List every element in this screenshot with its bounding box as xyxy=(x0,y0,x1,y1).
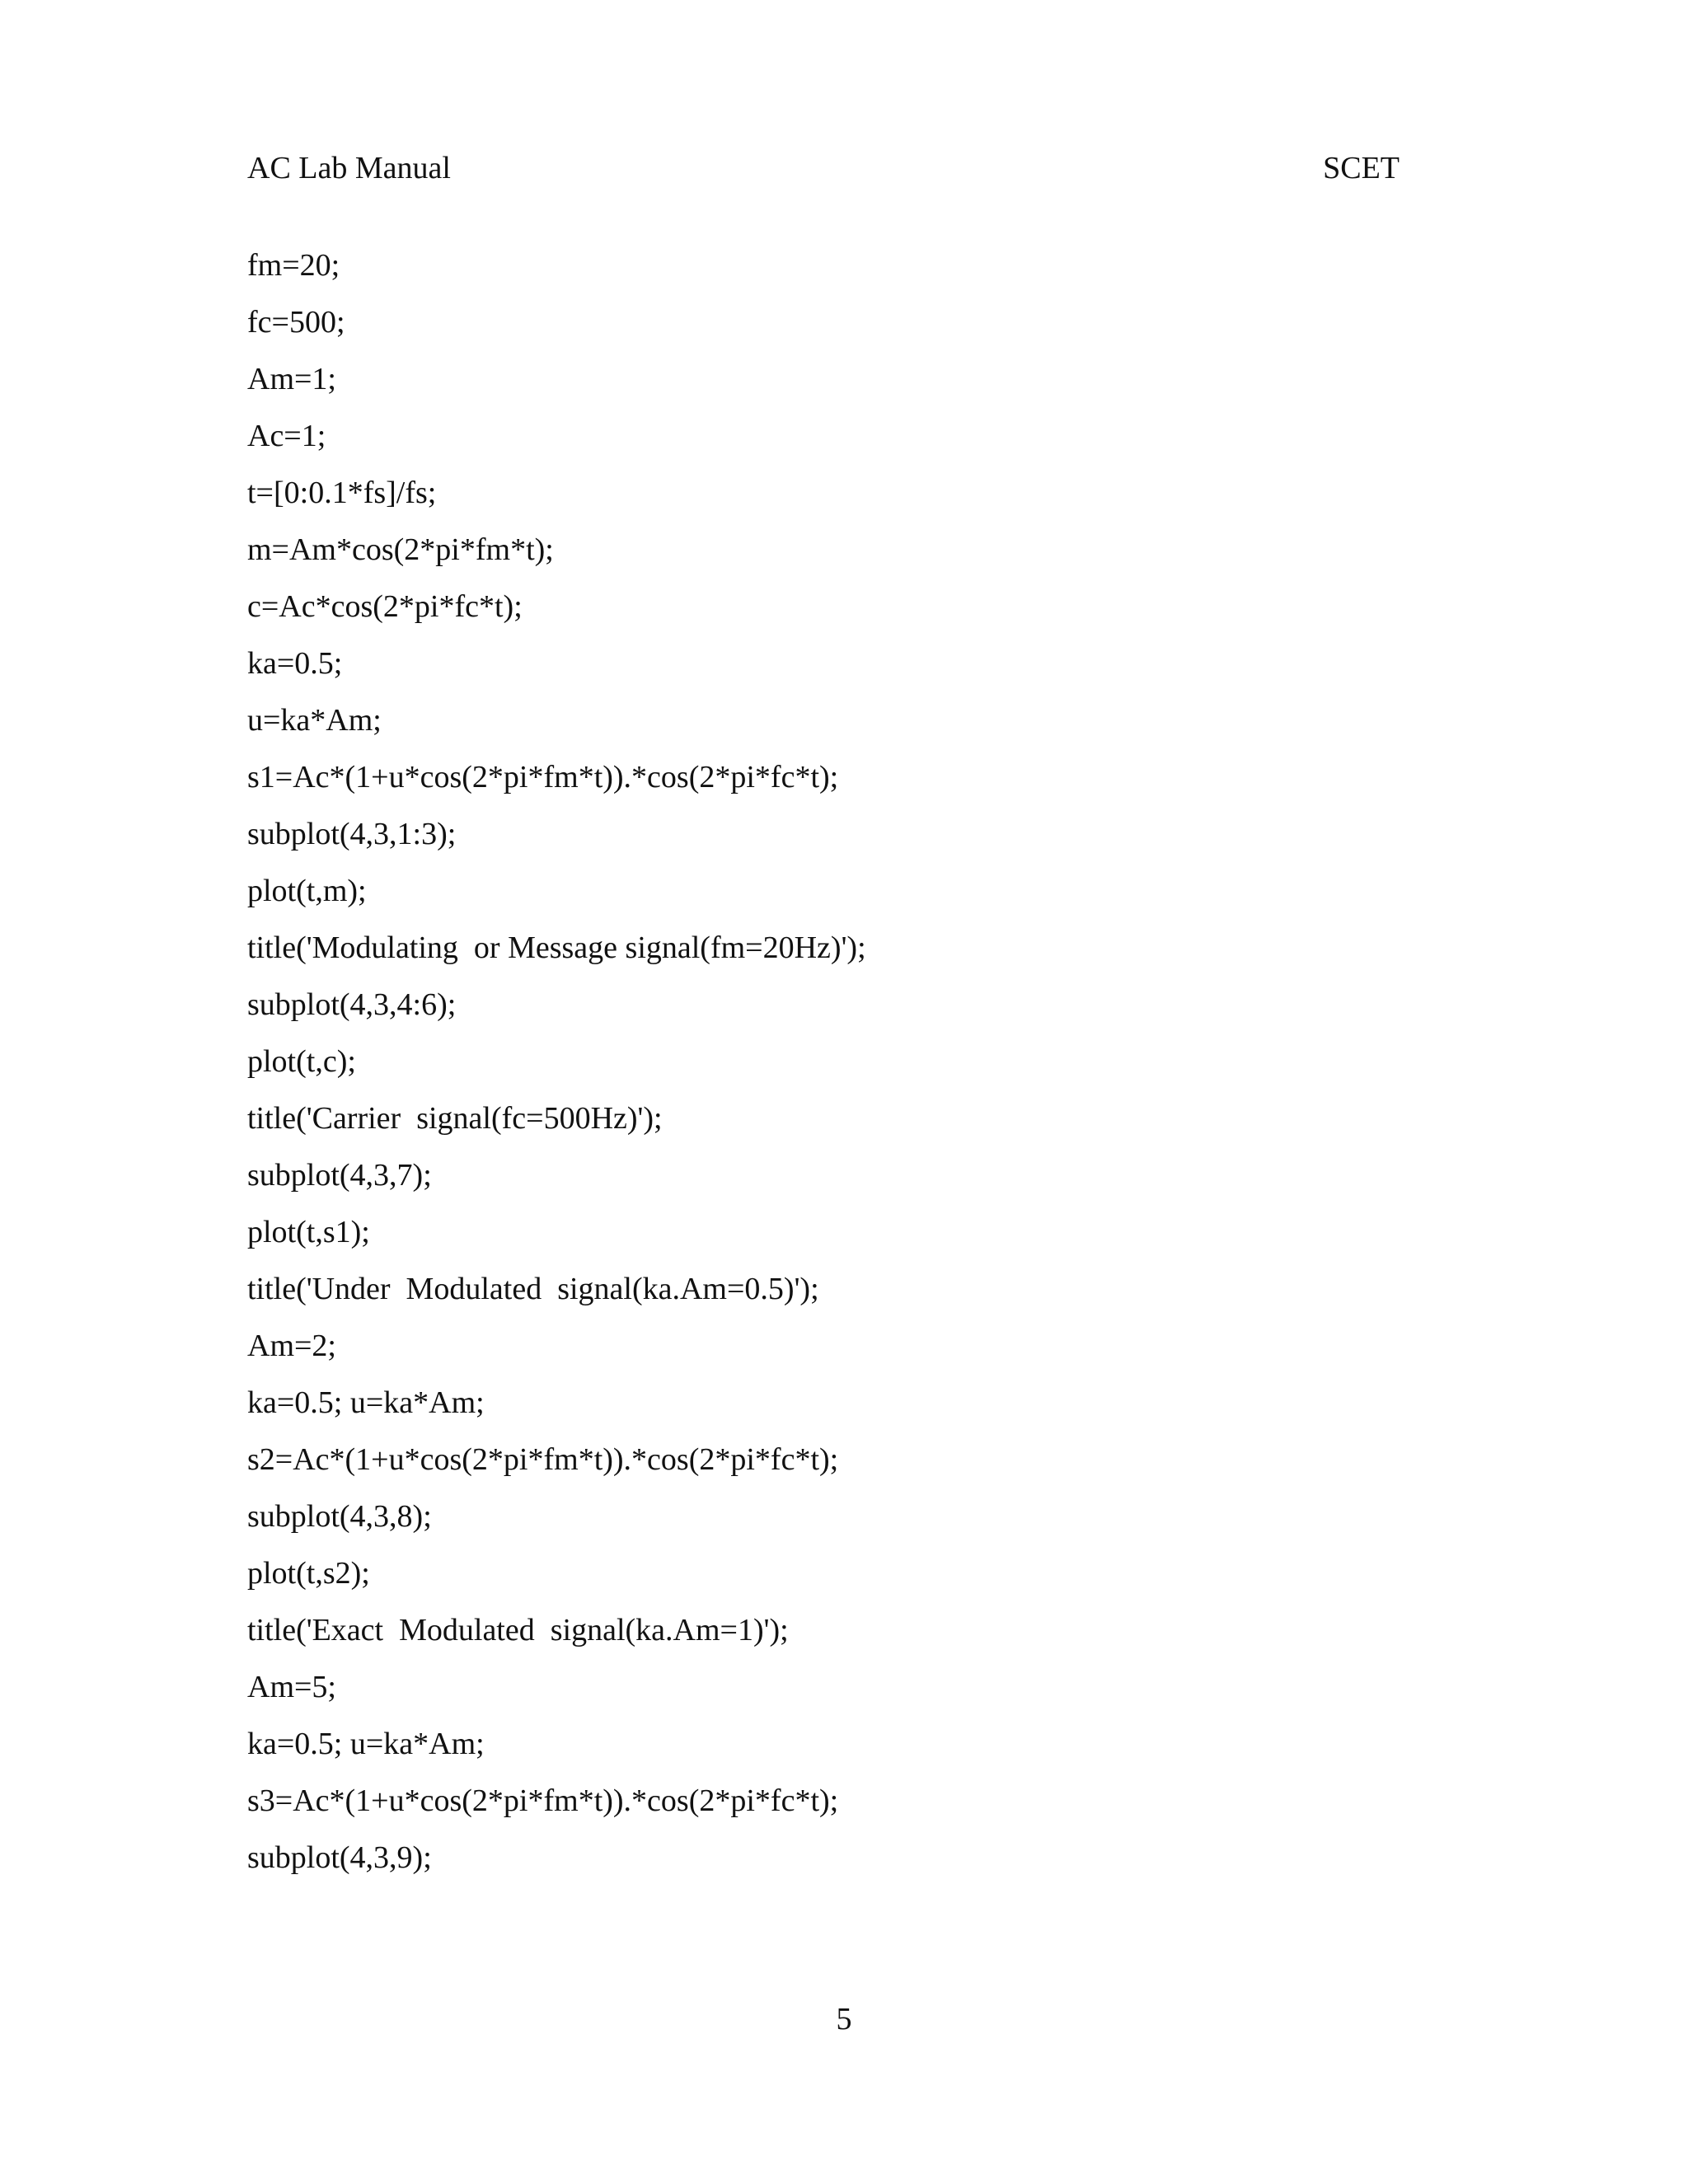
code-line: m=Am*cos(2*pi*fm*t); xyxy=(247,532,554,567)
code-line: Am=1; xyxy=(247,362,336,396)
code-line: t=[0:0.1*fs]/fs; xyxy=(247,476,437,510)
code-line: fm=20; xyxy=(247,248,340,283)
code-line: Am=2; xyxy=(247,1329,336,1363)
code-line: plot(t,s1); xyxy=(247,1215,370,1249)
code-listing xyxy=(247,241,1566,1890)
code-line: subplot(4,3,1:3); xyxy=(247,817,457,851)
page-header xyxy=(247,145,1400,191)
code-line: ka=0.5; u=ka*Am; xyxy=(247,1385,485,1420)
code-line: subplot(4,3,9); xyxy=(247,1840,432,1875)
code-line: plot(t,s2); xyxy=(247,1556,370,1591)
code-line: ka=0.5; xyxy=(247,646,343,681)
code-line: title('Under Modulated signal(ka.Am=0.5)'); xyxy=(247,1272,819,1306)
code-line: title('Exact Modulated signal(ka.Am=1)'); xyxy=(247,1613,789,1647)
header-title: AC Lab Manual xyxy=(247,151,451,185)
code-line: subplot(4,3,8); xyxy=(247,1499,432,1534)
code-line: plot(t,c); xyxy=(247,1044,356,1079)
code-line: ka=0.5; u=ka*Am; xyxy=(247,1727,485,1761)
code-line: s2=Ac*(1+u*cos(2*pi*fm*t)).*cos(2*pi*fc*t); xyxy=(247,1442,839,1477)
code-line: s1=Ac*(1+u*cos(2*pi*fm*t)).*cos(2*pi*fc*t); xyxy=(247,760,839,794)
code-line: Am=5; xyxy=(247,1670,336,1704)
code-line: s3=Ac*(1+u*cos(2*pi*fm*t)).*cos(2*pi*fc*t); xyxy=(247,1783,839,1818)
header-institution: SCET xyxy=(1323,151,1400,185)
page-number: 5 xyxy=(836,2002,852,2036)
code-line: title('Modulating or Message signal(fm=20Hz)'); xyxy=(247,930,866,965)
code-line: subplot(4,3,7); xyxy=(247,1158,432,1193)
code-line: Ac=1; xyxy=(247,419,326,453)
code-line: subplot(4,3,4:6); xyxy=(247,987,457,1022)
code-line: plot(t,m); xyxy=(247,874,367,908)
code-line: u=ka*Am; xyxy=(247,703,382,738)
code-line: fc=500; xyxy=(247,305,345,340)
code-line: c=Ac*cos(2*pi*fc*t); xyxy=(247,589,523,624)
code-line: title('Carrier signal(fc=500Hz)'); xyxy=(247,1101,663,1136)
